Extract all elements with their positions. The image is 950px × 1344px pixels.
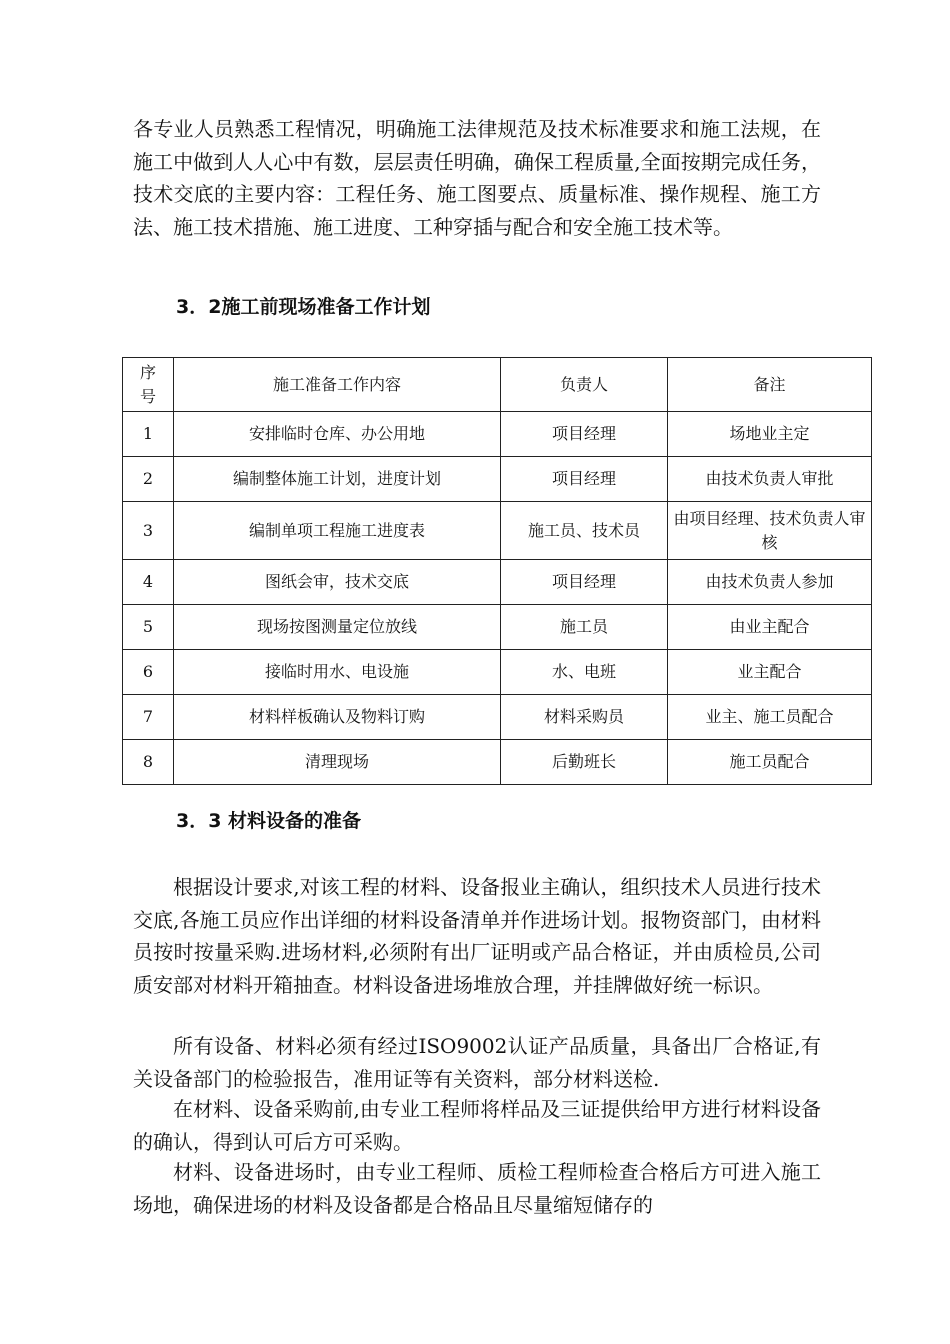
cell-content: 现场按图测量定位放线 bbox=[174, 605, 501, 650]
cell-content: 编制整体施工计划，进度计划 bbox=[174, 457, 501, 502]
table-row bbox=[123, 502, 872, 560]
cell-remark: 由项目经理、技术负责人审核 bbox=[668, 502, 872, 560]
cell-seq: 3 bbox=[123, 502, 174, 560]
cell-seq: 4 bbox=[123, 560, 174, 605]
intro-paragraph: 各专业人员熟悉工程情况，明确施工法律规范及技术标准要求和施工法规，在施工中做到人人心中有数，层层责任明确，确保工程质量,全面按期完成任务，技术交底的主要内容：工程任务、施工图要点、质量标准、操作规程、施工方法、施工技术措施、施工进度、工种穿插与配合和安全施工技术等。 bbox=[133, 117, 821, 239]
table-row bbox=[123, 695, 872, 740]
materials-paragraph-2: 所有设备、材料必须有经过ISO9002认证产品质量，具备出厂合格证,有关设备部门的检验报告，准用证等有关资料，部分材料送检. bbox=[133, 1034, 821, 1091]
cell-owner: 材料采购员 bbox=[501, 695, 668, 740]
materials-paragraph-3: 在材料、设备采购前,由专业工程师将样品及三证提供给甲方进行材料设备的确认，得到认可后方可采购。 bbox=[133, 1097, 821, 1154]
cell-seq: 2 bbox=[123, 457, 174, 502]
cell-remark: 由技术负责人参加 bbox=[668, 560, 872, 605]
cell-remark: 业主配合 bbox=[668, 650, 872, 695]
cell-owner: 施工员、技术员 bbox=[501, 502, 668, 560]
section-3-3-heading: 3．3 材料设备的准备 bbox=[176, 810, 362, 832]
cell-remark: 施工员配合 bbox=[668, 740, 872, 785]
table-row bbox=[123, 605, 872, 650]
header-owner: 负责人 bbox=[501, 358, 668, 412]
cell-remark: 由业主配合 bbox=[668, 605, 872, 650]
cell-content: 接临时用水、电设施 bbox=[174, 650, 501, 695]
cell-owner: 水、电班 bbox=[501, 650, 668, 695]
cell-content: 编制单项工程施工进度表 bbox=[174, 502, 501, 560]
preparation-plan-table bbox=[122, 357, 872, 785]
table-row bbox=[123, 650, 872, 695]
cell-seq: 7 bbox=[123, 695, 174, 740]
section-3-2-heading: 3．2施工前现场准备工作计划 bbox=[176, 296, 431, 318]
cell-owner: 项目经理 bbox=[501, 560, 668, 605]
cell-content: 安排临时仓库、办公用地 bbox=[174, 412, 501, 457]
cell-remark: 由技术负责人审批 bbox=[668, 457, 872, 502]
cell-remark: 业主、施工员配合 bbox=[668, 695, 872, 740]
cell-content: 材料样板确认及物料订购 bbox=[174, 695, 501, 740]
cell-seq: 8 bbox=[123, 740, 174, 785]
table-row bbox=[123, 560, 872, 605]
cell-owner: 项目经理 bbox=[501, 412, 668, 457]
table-header-row bbox=[123, 358, 872, 412]
cell-seq: 1 bbox=[123, 412, 174, 457]
table-row bbox=[123, 412, 872, 457]
table-row bbox=[123, 457, 872, 502]
cell-seq: 5 bbox=[123, 605, 174, 650]
cell-remark: 场地业主定 bbox=[668, 412, 872, 457]
header-remark: 备注 bbox=[668, 358, 872, 412]
cell-owner: 施工员 bbox=[501, 605, 668, 650]
materials-paragraph-4: 材料、设备进场时，由专业工程师、质检工程师检查合格后方可进入施工场地，确保进场的材料及设备都是合格品且尽量缩短储存的 bbox=[133, 1160, 821, 1217]
materials-paragraph-1: 根据设计要求,对该工程的材料、设备报业主确认，组织技术人员进行技术交底,各施工员应作出详细的材料设备清单并作进场计划。报物资部门，由材料员按时按量采购.进场材料,必须附有出厂证明或产品合格证，并由质检员,公司质安部对材料开箱抽查。材料设备进场堆放合理，并挂牌做好统一标识。 bbox=[133, 875, 821, 997]
cell-content: 清理现场 bbox=[174, 740, 501, 785]
header-content: 施工准备工作内容 bbox=[174, 358, 501, 412]
cell-owner: 后勤班长 bbox=[501, 740, 668, 785]
cell-owner: 项目经理 bbox=[501, 457, 668, 502]
cell-content: 图纸会审，技术交底 bbox=[174, 560, 501, 605]
cell-seq: 6 bbox=[123, 650, 174, 695]
table-row bbox=[123, 740, 872, 785]
header-seq: 序号 bbox=[123, 358, 174, 412]
